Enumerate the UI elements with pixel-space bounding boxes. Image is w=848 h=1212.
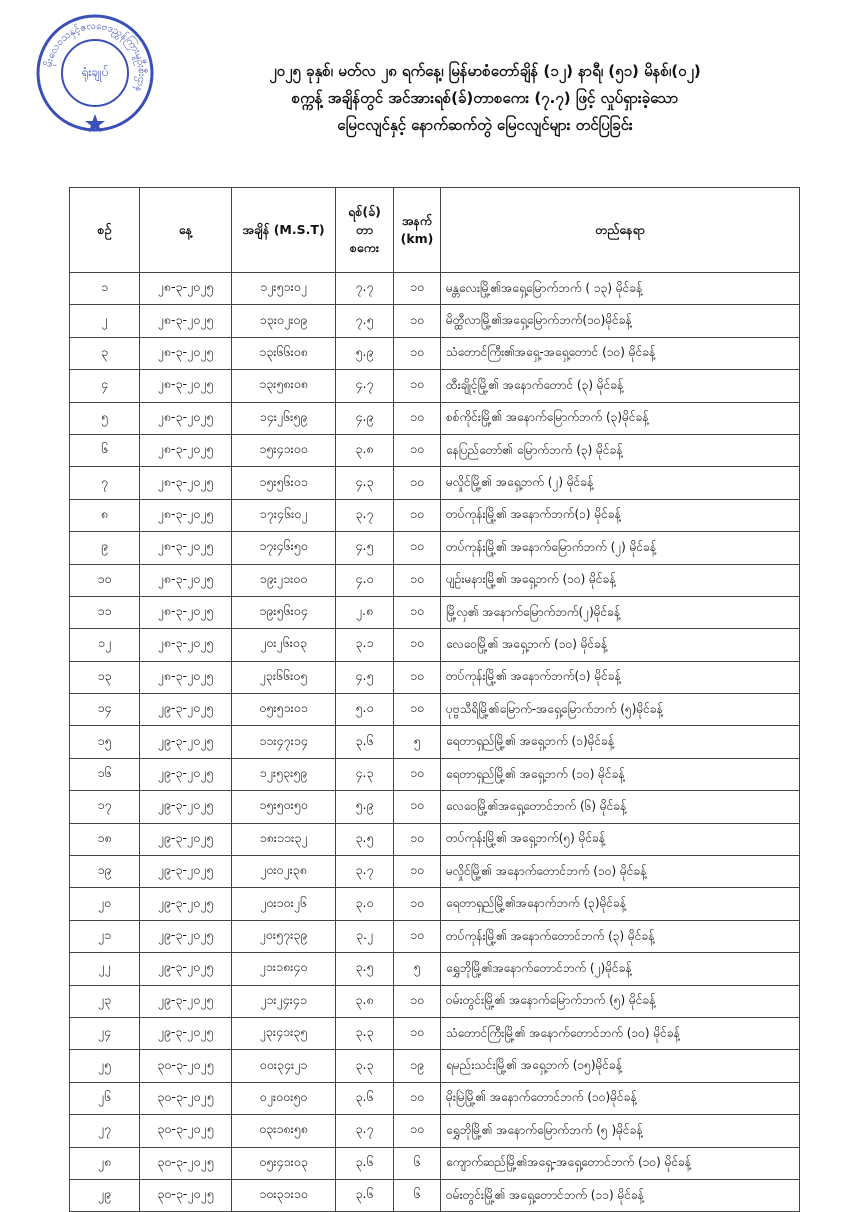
cell-time: ၀၅း၄၁း၀၃ xyxy=(232,1147,336,1179)
cell-time: ၁၀း၃၁း၁၀ xyxy=(232,1179,336,1211)
cell-date: ၂၈-၃-၂၀၂၅ xyxy=(140,273,232,305)
cell-time: ၂၃း၆၆း၀၅ xyxy=(232,661,336,693)
cell-magnitude: ၃.၃ xyxy=(336,1017,394,1049)
cell-depth: ၁၀ xyxy=(394,1017,441,1049)
cell-no: ၈ xyxy=(70,499,140,531)
heading-line-1: ၂၀၂၅ ခုနှစ်၊ မတ်လ ၂၈ ရက်နေ့၊ မြန်မာစံတော်ချိန် (၁၂) နာရီ၊ (၅၁) မိနစ်၊(၀၂) xyxy=(269,62,701,80)
header-time: အချိန် (M.S.T) xyxy=(232,188,336,273)
cell-date: ၂၉-၃-၂၀၂၅ xyxy=(140,791,232,823)
heading-line-2: စက္ကန့် အချိန်တွင် အင်အားရစ်(ခ်)တာစကေး (၇.၇) ဖြင့် လှုပ်ရှားခဲ့သော xyxy=(291,89,679,107)
cell-no: ၂၆ xyxy=(70,1082,140,1114)
cell-location: မိုးမြဲမြို့၏ အနောက်တောင်ဘက် (၁၀)မိုင်ခန့် xyxy=(441,1082,800,1114)
cell-date: ၂၈-၃-၂၀၂၅ xyxy=(140,661,232,693)
table-row xyxy=(70,629,800,661)
cell-date: ၂၉-၃-၂၀၂၅ xyxy=(140,758,232,790)
cell-no: ၂၂ xyxy=(70,953,140,985)
cell-no: ၁၇ xyxy=(70,791,140,823)
table-row xyxy=(70,1115,800,1147)
cell-magnitude: ၃.၇ xyxy=(336,856,394,888)
cell-depth: ၁၀ xyxy=(394,273,441,305)
cell-time: ၂၀း၂၆း၀၃ xyxy=(232,629,336,661)
cell-magnitude: ၄.၃ xyxy=(336,467,394,499)
cell-location: ဝမ်းတွင်းမြို့၏ အနောက်မြောက်ဘက် (၅) မိုင်ခန့် xyxy=(441,985,800,1017)
cell-date: ၂၈-၃-၂၀၂၅ xyxy=(140,499,232,531)
cell-no: ၂၉ xyxy=(70,1179,140,1211)
seal-graphic xyxy=(34,12,156,134)
cell-time: ၁၅း၄၁း၀၀ xyxy=(232,434,336,466)
header-magnitude: ရစ်(ခ်) တာ စကေး xyxy=(336,188,394,273)
cell-depth: ၁၀ xyxy=(394,467,441,499)
cell-no: ၁၉ xyxy=(70,856,140,888)
cell-depth: ၁၀ xyxy=(394,823,441,855)
cell-date: ၂၈-၃-၂၀၂၅ xyxy=(140,564,232,596)
cell-time: ၁၅း၅၆း၀၁ xyxy=(232,467,336,499)
table-row xyxy=(70,1050,800,1082)
cell-location: လေဝေမြို့၏အရှေ့တောင်ဘက် (၆) မိုင်ခန့် xyxy=(441,791,800,823)
cell-location: စစ်ကိုင်းမြို့၏ အနောက်မြောက်ဘက် (၃)မိုင်ခန့် xyxy=(441,402,800,434)
cell-date: ၂၈-၃-၂၀၂၅ xyxy=(140,434,232,466)
cell-no: ၁၈ xyxy=(70,823,140,855)
cell-magnitude: ၃.၇ xyxy=(336,1115,394,1147)
cell-date: ၂၉-၃-၂၀၂၅ xyxy=(140,953,232,985)
cell-depth: ၁၀ xyxy=(394,370,441,402)
cell-magnitude: ၃.၅ xyxy=(336,953,394,985)
cell-magnitude: ၅.၀ xyxy=(336,694,394,726)
heading-line-3: မြေငလျင်နှင့် နောက်ဆက်တွဲ မြေငလျင်များ တင်ပြခြင်း xyxy=(337,116,633,134)
table-body xyxy=(70,273,800,1212)
cell-no: ၅ xyxy=(70,402,140,434)
cell-no: ၁၂ xyxy=(70,629,140,661)
table-row xyxy=(70,791,800,823)
cell-location: တပ်ကုန်းမြို့၏ အနောက်မြောက်ဘက် (၂) မိုင်ခန့် xyxy=(441,532,800,564)
cell-magnitude: ၄.၃ xyxy=(336,758,394,790)
table-header-row xyxy=(70,188,800,273)
cell-no: ၂၇ xyxy=(70,1115,140,1147)
cell-location: ရေတာရှည်မြို့၏ အရှေ့ဘက် (၁၀) မိုင်ခန့် xyxy=(441,758,800,790)
cell-date: ၃၀-၃-၂၀၂၅ xyxy=(140,1082,232,1114)
cell-no: ၂၁ xyxy=(70,920,140,952)
cell-time: ၂၀း၀၂း၃၈ xyxy=(232,856,336,888)
cell-date: ၂၉-၃-၂၀၂၅ xyxy=(140,694,232,726)
cell-location: တပ်ကုန်းမြို့၏ အနောက်တောင်ဘက် (၃) မိုင်ခန့် xyxy=(441,920,800,952)
cell-depth: ၁၀ xyxy=(394,985,441,1017)
cell-depth: ၆ xyxy=(394,1179,441,1211)
cell-no: ၇ xyxy=(70,467,140,499)
table-row xyxy=(70,985,800,1017)
cell-magnitude: ၄.၅ xyxy=(336,661,394,693)
table-row xyxy=(70,920,800,952)
cell-location: မန္တလေးမြို့၏အရှေ့မြောက်ဘက် ( ၁၃) မိုင်ခန့် xyxy=(441,273,800,305)
table-row xyxy=(70,823,800,855)
cell-magnitude: ၃.၂ xyxy=(336,920,394,952)
cell-no: ၂၀ xyxy=(70,888,140,920)
report-heading xyxy=(165,58,805,139)
cell-magnitude: ၃.၆ xyxy=(336,1082,394,1114)
header-depth: အနက် (km) xyxy=(394,188,441,273)
cell-magnitude: ၃.၅ xyxy=(336,823,394,855)
cell-depth: ၁၀ xyxy=(394,1082,441,1114)
cell-magnitude: ၃.၆ xyxy=(336,1147,394,1179)
cell-time: ၂၁း၁၈း၄၀ xyxy=(232,953,336,985)
cell-magnitude: ၅.၉ xyxy=(336,337,394,369)
cell-location: မိတ္ထီလာမြို့၏အရှေ့မြောက်ဘက်(၁၀)မိုင်ခန့် xyxy=(441,305,800,337)
cell-location: ရမည်းသင်းမြို့၏ အရှေ့ဘက် (၁၅)မိုင်ခန့် xyxy=(441,1050,800,1082)
table-row xyxy=(70,1017,800,1049)
cell-no: ၉ xyxy=(70,532,140,564)
cell-magnitude: ၃.၃ xyxy=(336,1050,394,1082)
cell-magnitude: ၄.၇ xyxy=(336,370,394,402)
cell-depth: ၁၀ xyxy=(394,694,441,726)
cell-date: ၃၀-၃-၂၀၂၅ xyxy=(140,1115,232,1147)
table-row xyxy=(70,337,800,369)
cell-location: ပျဉ်းမနားမြို့၏ အရှေ့ဘက် (၁၀) မိုင်ခန့် xyxy=(441,564,800,596)
cell-time: ၁၉း၅၆း၀၄ xyxy=(232,596,336,628)
cell-magnitude: ၃.၁ xyxy=(336,629,394,661)
cell-time: ၀၃း၁၈း၅၈ xyxy=(232,1115,336,1147)
cell-location: သံတောင်ကြီးမြို့၏ အနောက်တောင်ဘက် (၁၀) မိုင်ခန့် xyxy=(441,1017,800,1049)
cell-date: ၂၈-၃-၂၀၂၅ xyxy=(140,402,232,434)
table-row xyxy=(70,305,800,337)
table-row xyxy=(70,564,800,596)
cell-magnitude: ၃.၈ xyxy=(336,985,394,1017)
table-row xyxy=(70,694,800,726)
cell-time: ၁၂း၅၃း၅၉ xyxy=(232,758,336,790)
cell-time: ၁၃း၅၈း၀၈ xyxy=(232,370,336,402)
cell-time: ၀၀း၃၄း၂၁ xyxy=(232,1050,336,1082)
cell-depth: ၁၀ xyxy=(394,305,441,337)
cell-time: ၀၂း၀၀း၅၀ xyxy=(232,1082,336,1114)
cell-depth: ၁၀ xyxy=(394,791,441,823)
cell-no: ၁ xyxy=(70,273,140,305)
cell-depth: ၁၀ xyxy=(394,532,441,564)
cell-date: ၂၈-၃-၂၀၂၅ xyxy=(140,596,232,628)
table-row xyxy=(70,953,800,985)
cell-date: ၂၈-၃-၂၀၂၅ xyxy=(140,629,232,661)
table-row xyxy=(70,856,800,888)
cell-location: ရွှေဘိုမြို့၏အနောက်တောင်ဘက် (၂)မိုင်ခန့် xyxy=(441,953,800,985)
cell-no: ၄ xyxy=(70,370,140,402)
cell-date: ၂၉-၃-၂၀၂၅ xyxy=(140,1017,232,1049)
cell-magnitude: ၄.၅ xyxy=(336,532,394,564)
cell-location: တပ်ကုန်းမြို့၏ အရှေ့ဘက်(၅) မိုင်ခန့် xyxy=(441,823,800,855)
cell-date: ၂၉-၃-၂၀၂၅ xyxy=(140,985,232,1017)
cell-magnitude: ၃.၀ xyxy=(336,888,394,920)
cell-location: ပုဗ္ဗသီရိမြို့၏မြောက်-အရှေ့မြောက်ဘက် (၅)မိုင်ခန့် xyxy=(441,694,800,726)
cell-date: ၂၈-၃-၂၀၂၅ xyxy=(140,532,232,564)
cell-depth: ၁၉ xyxy=(394,1050,441,1082)
cell-date: ၂၉-၃-၂၀၂၅ xyxy=(140,888,232,920)
cell-location: မလှိုင်မြို့၏ အနောက်တောင်ဘက် (၁၀) မိုင်ခန့် xyxy=(441,856,800,888)
table-row xyxy=(70,532,800,564)
seal-ring-text: မိုးလေဝသနှင့်ဇလဗေဒညွှန်ကြားမှုဦးစီးဌာန xyxy=(43,20,148,94)
table-row xyxy=(70,888,800,920)
cell-location: ရွှေဘိုမြို့၏ အနောက်မြောက်ဘက် (၅ )မိုင်ခန့် xyxy=(441,1115,800,1147)
table-row xyxy=(70,661,800,693)
cell-location: မလှိုင်မြို့၏ အရှေ့ဘက် (၂) မိုင်ခန့် xyxy=(441,467,800,499)
cell-location: ထီးချိုင့်မြို့၏ အနောက်တောင် (၃) မိုင်ခန့် xyxy=(441,370,800,402)
cell-depth: ၁၀ xyxy=(394,920,441,952)
cell-location: တပ်ကုန်းမြို့၏ အနောက်ဘက်(၁) မိုင်ခန့် xyxy=(441,499,800,531)
cell-no: ၁၁ xyxy=(70,596,140,628)
cell-location: ရေတာရှည်မြို့၏ အရှေ့ဘက် (၁)မိုင်ခန့် xyxy=(441,726,800,758)
cell-depth: ၁၀ xyxy=(394,596,441,628)
cell-no: ၃ xyxy=(70,337,140,369)
cell-time: ၁၃း၆၆း၀၈ xyxy=(232,337,336,369)
cell-time: ၁၇း၄၆း၀၂ xyxy=(232,499,336,531)
cell-time: ၂၀း၅၇း၃၉ xyxy=(232,920,336,952)
table-row xyxy=(70,1179,800,1211)
cell-time: ၁၂း၅၁း၀၂ xyxy=(232,273,336,305)
cell-location: မြို့လှ၏ အနောက်မြောက်ဘက်(၂)မိုင်ခန့် xyxy=(441,596,800,628)
cell-depth: ၁၀ xyxy=(394,564,441,596)
cell-magnitude: ၄.၉ xyxy=(336,402,394,434)
cell-no: ၂၅ xyxy=(70,1050,140,1082)
cell-time: ၁၈း၁၁း၃၂ xyxy=(232,823,336,855)
cell-date: ၂၉-၃-၂၀၂၅ xyxy=(140,856,232,888)
cell-location: သံတောင်ကြီး၏အရှေ့-အရှေ့တောင် (၁၀) မိုင်ခန့် xyxy=(441,337,800,369)
cell-depth: ၁၀ xyxy=(394,629,441,661)
cell-no: ၆ xyxy=(70,434,140,466)
cell-no: ၂ xyxy=(70,305,140,337)
cell-depth: ၅ xyxy=(394,726,441,758)
cell-depth: ၁၀ xyxy=(394,856,441,888)
cell-magnitude: ၇.၅ xyxy=(336,305,394,337)
cell-depth: ၁၀ xyxy=(394,758,441,790)
cell-time: ၀၅း၅၁း၀၁ xyxy=(232,694,336,726)
table-row xyxy=(70,758,800,790)
cell-no: ၂၃ xyxy=(70,985,140,1017)
cell-depth: ၆ xyxy=(394,1147,441,1179)
cell-time: ၂၀း၁၀း၂၆ xyxy=(232,888,336,920)
cell-date: ၃၀-၃-၂၀၂၅ xyxy=(140,1147,232,1179)
cell-magnitude: ၃.၆ xyxy=(336,726,394,758)
earthquake-table xyxy=(69,187,800,1212)
header-no: စဉ် xyxy=(70,188,140,273)
table-row xyxy=(70,370,800,402)
cell-depth: ၁၀ xyxy=(394,499,441,531)
cell-date: ၂၉-၃-၂၀၂၅ xyxy=(140,920,232,952)
cell-time: ၁၇း၄၆း၅၀ xyxy=(232,532,336,564)
cell-no: ၁၅ xyxy=(70,726,140,758)
cell-magnitude: ၃.၆ xyxy=(336,1179,394,1211)
cell-date: ၂၉-၃-၂၀၂၅ xyxy=(140,726,232,758)
table-row xyxy=(70,1147,800,1179)
header-date: နေ့ xyxy=(140,188,232,273)
cell-no: ၁၄ xyxy=(70,694,140,726)
cell-time: ၁၉း၂၁း၀၀ xyxy=(232,564,336,596)
header-location: တည်နေရာ xyxy=(441,188,800,273)
cell-magnitude: ၃.၈ xyxy=(336,434,394,466)
cell-time: ၂၃း၄၁း၃၅ xyxy=(232,1017,336,1049)
cell-time: ၂၁း၂၄း၄၁ xyxy=(232,985,336,1017)
cell-no: ၁၆ xyxy=(70,758,140,790)
cell-no: ၁၀ xyxy=(70,564,140,596)
cell-location: လေဝေမြို့၏ အရှေ့ဘက် (၁၀) မိုင်ခန့် xyxy=(441,629,800,661)
cell-depth: ၁၀ xyxy=(394,888,441,920)
table-row xyxy=(70,402,800,434)
table-row xyxy=(70,596,800,628)
cell-depth: ၁၀ xyxy=(394,337,441,369)
table-row xyxy=(70,273,800,305)
cell-no: ၂၈ xyxy=(70,1147,140,1179)
cell-depth: ၁၀ xyxy=(394,402,441,434)
cell-location: နေပြည်တော်၏ မြောက်ဘက် (၃) မိုင်ခန့် xyxy=(441,434,800,466)
cell-location: ရေတာရှည်မြို့၏အနောက်ဘက် (၃)မိုင်ခန့် xyxy=(441,888,800,920)
cell-depth: ၅ xyxy=(394,953,441,985)
cell-time: ၁၄း၂၆း၅၉ xyxy=(232,402,336,434)
cell-date: ၂၉-၃-၂၀၂၅ xyxy=(140,823,232,855)
table-row xyxy=(70,434,800,466)
cell-date: ၂၈-၃-၂၀၂၅ xyxy=(140,467,232,499)
cell-location: ကျောက်ဆည်မြို့၏အရှေ့-အရှေ့တောင်ဘက် (၁၀) မိုင်ခန့် xyxy=(441,1147,800,1179)
cell-time: ၁၃း၀၂း၀၉ xyxy=(232,305,336,337)
cell-magnitude: ၃.၇ xyxy=(336,499,394,531)
cell-time: ၁၅း၅၀း၅၀ xyxy=(232,791,336,823)
cell-magnitude: ၂.၈ xyxy=(336,596,394,628)
cell-magnitude: ၅.၉ xyxy=(336,791,394,823)
cell-magnitude: ၄.၀ xyxy=(336,564,394,596)
cell-date: ၂၈-၃-၂၀၂၅ xyxy=(140,370,232,402)
cell-location: တပ်ကုန်းမြို့၏ အနောက်ဘက်(၁) မိုင်ခန့် xyxy=(441,661,800,693)
table-row xyxy=(70,1082,800,1114)
cell-date: ၃၀-၃-၂၀၂၅ xyxy=(140,1179,232,1211)
cell-depth: ၁၀ xyxy=(394,434,441,466)
cell-no: ၁၃ xyxy=(70,661,140,693)
cell-date: ၂၈-၃-၂၀၂၅ xyxy=(140,337,232,369)
seal-center-text: ရုံးချုပ် xyxy=(81,65,109,79)
cell-location: ဝမ်းတွင်းမြို့၏ အရှေ့တောင်ဘက် (၁၁) မိုင်ခန့် xyxy=(441,1179,800,1211)
table-row xyxy=(70,499,800,531)
cell-no: ၂၄ xyxy=(70,1017,140,1049)
cell-date: ၂၈-၃-၂၀၂၅ xyxy=(140,305,232,337)
cell-depth: ၁၀ xyxy=(394,661,441,693)
cell-depth: ၁၀ xyxy=(394,1115,441,1147)
table-row xyxy=(70,467,800,499)
table-row xyxy=(70,726,800,758)
cell-time: ၁၁း၄၇း၁၄ xyxy=(232,726,336,758)
department-seal xyxy=(34,12,156,134)
cell-date: ၃၀-၃-၂၀၂၅ xyxy=(140,1050,232,1082)
cell-magnitude: ၇.၇ xyxy=(336,273,394,305)
